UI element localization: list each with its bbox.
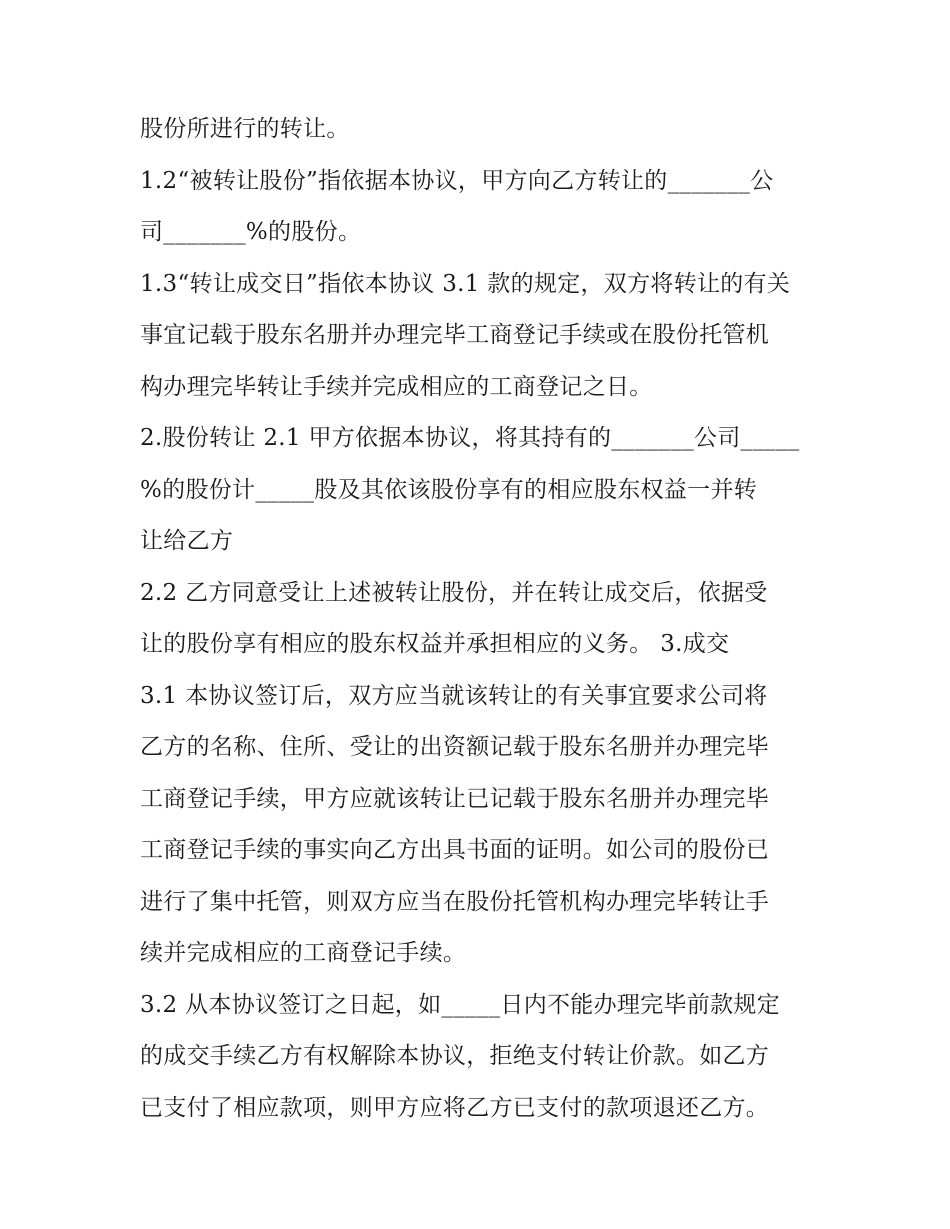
text-line: 1.3“转让成交日”指依本协议 3.1 款的规定，双方将转让的有关 <box>140 270 791 297</box>
text-line: 续并完成相应的工商登记手续。 <box>140 940 467 966</box>
text-line: 1.2“被转让股份”指依据本协议，甲方向乙方转让的_______公 <box>140 167 774 194</box>
text-line: 司_______%的股份。 <box>140 219 362 245</box>
text-line: 工商登记手续，甲方应就该转让已记载于股东名册并办理完毕 <box>140 785 770 812</box>
text-line: 乙方的名称、住所、受让的出资额记载于股东名册并办理完毕 <box>140 734 770 760</box>
text-line: 让的股份享有相应的股东权益并承担相应的义务。 3.成交 <box>140 631 730 657</box>
text-line: 工商登记手续的事实向乙方出具书面的证明。如公司的股份已 <box>140 837 770 863</box>
text-line: 2.股份转让 2.1 甲方依据本协议，将其持有的_______公司_____ <box>140 425 800 451</box>
text-line: 3.2 从本协议签订之日起，如_____日内不能办理完毕前款规定 <box>140 991 780 1018</box>
text-line: 2.2 乙方同意受让上述被转让股份，并在转让成交后，依据受 <box>140 579 768 606</box>
text-line: 的成交手续乙方有权解除本协议，拒绝支付转让价款。如乙方 <box>140 1043 770 1069</box>
document-body <box>140 104 820 1134</box>
text-line: 进行了集中托管，则双方应当在股份托管机构办理完毕转让手 <box>140 888 770 915</box>
text-line: %的股份计_____股及其依该股份享有的相应股东权益一并转 <box>140 476 758 503</box>
text-line: 股份所进行的转让。 <box>140 116 350 142</box>
text-line: 构办理完毕转让手续并完成相应的工商登记之日。 <box>140 373 653 400</box>
text-line: 事宜记载于股东名册并办理完毕工商登记手续或在股份托管机 <box>140 322 770 348</box>
text-line: 让给乙方 <box>140 528 234 554</box>
text-line: 已支付了相应款项，则甲方应将乙方已支付的款项退还乙方。 <box>140 1094 770 1121</box>
text-line: 3.1 本协议签订后，双方应当就该转让的有关事宜要求公司将 <box>140 682 768 709</box>
